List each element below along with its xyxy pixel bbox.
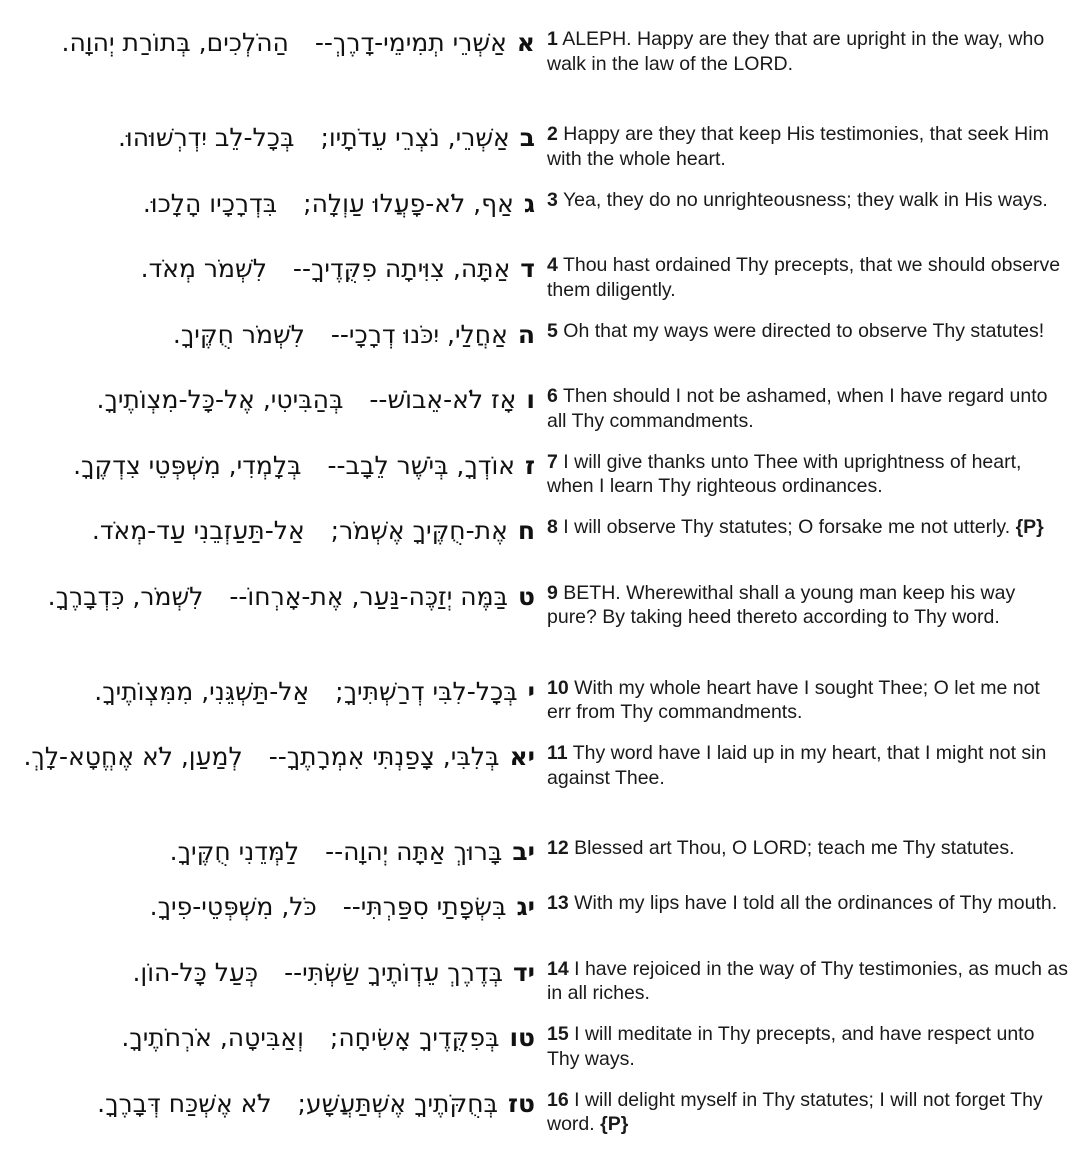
english-verse-cell	[543, 954, 1080, 1020]
english-verse-number: 13	[547, 892, 569, 914]
english-verse-cell	[543, 1019, 1080, 1085]
english-verse-text: Thy word have I laid up in my heart, that I might not sin against Thee.	[547, 742, 1046, 789]
hebrew-second-half: הַהֹלְכִים, בְּתוֹרַת יְהוָה.	[62, 28, 289, 57]
hebrew-second-half: אַל-תַּשְׁגֵּנִי, מִמִּצְוֺתֶיךָ.	[94, 677, 309, 706]
hebrew-second-half: כְּעַל כָּל-הוֹן.	[132, 958, 258, 987]
verse-row	[0, 316, 1080, 382]
english-verse-text: I will give thanks unto Thee with uprightness of heart, when I learn Thy righteous ordinances.	[547, 451, 1021, 498]
hebrew-first-half: בָּרוּךְ אַתָּה יְהוָה--	[325, 837, 502, 866]
verse-row	[0, 185, 1080, 251]
english-verse-number: 11	[547, 742, 568, 764]
hebrew-first-half: אוֹדְךָ, בְּיֹשֶׁר לֵבָב--	[328, 451, 515, 480]
hebrew-first-half: בְּפִקֻּדֶיךָ אָשִׂיחָה;	[330, 1023, 500, 1052]
english-verse-text: Then should I not be ashamed, when I have regard unto all Thy commandments.	[547, 385, 1048, 432]
hebrew-second-half: לְמַעַן, לֹא אֶחֱטָא-לָךְ.	[23, 742, 242, 771]
verse-row	[0, 673, 1080, 739]
hebrew-verse-cell	[0, 185, 543, 251]
hebrew-verse-number: ט	[518, 582, 535, 611]
english-verse-number: 5	[547, 320, 558, 342]
english-verse-number: 1	[547, 28, 558, 50]
hebrew-first-half: אַחֲלַי, יִכֹּנוּ דְרָכָי--	[331, 320, 508, 349]
english-verse-number: 12	[547, 837, 569, 859]
hebrew-first-half: אַשְׁרֵי, נֹצְרֵי עֵדֹתָיו;	[320, 123, 509, 152]
english-verse-text: Oh that my ways were directed to observe Thy statutes!	[563, 320, 1044, 342]
hebrew-verse-number: טז	[508, 1089, 535, 1118]
hebrew-verse-number: טו	[509, 1023, 535, 1052]
hebrew-verse-cell	[0, 24, 543, 119]
hebrew-verse-number: יא	[509, 742, 535, 771]
verse-row	[0, 381, 1080, 447]
hebrew-first-half: בְּלִבִּי, צָפַנְתִּי אִמְרָתֶךָ--	[269, 742, 500, 771]
english-verse-number: 9	[547, 582, 558, 604]
hebrew-first-half: בִּשְׂפָתַי סִפַּרְתִּי--	[343, 892, 507, 921]
paragraph-marker: {P}	[1016, 516, 1044, 538]
hebrew-verse-cell	[0, 578, 543, 673]
english-verse-text: Blessed art Thou, O LORD; teach me Thy statutes.	[574, 837, 1014, 859]
english-verse-text: I will delight myself in Thy statutes; I will not forget Thy word.	[547, 1089, 1043, 1136]
english-verse-number: 8	[547, 516, 558, 538]
hebrew-first-half: בְּחֻקֹּתֶיךָ אֶשְׁתַּעֲשָׁע;	[298, 1089, 498, 1118]
hebrew-second-half: בְּלָמְדִי, מִשְׁפְּטֵי צִדְקֶךָ.	[73, 451, 301, 480]
english-verse-cell	[543, 578, 1080, 673]
english-verse-cell	[543, 381, 1080, 447]
hebrew-first-half: אָז לֹא-אֵבוֹשׁ--	[369, 385, 516, 414]
hebrew-verse-cell	[0, 447, 543, 513]
english-verse-text: Happy are they that keep His testimonies, that seek Him with the whole heart.	[547, 123, 1049, 170]
english-verse-text: Yea, they do no unrighteousness; they walk in His ways.	[563, 189, 1048, 211]
english-verse-cell	[543, 673, 1080, 739]
hebrew-verse-cell	[0, 119, 543, 185]
verse-row	[0, 954, 1080, 1020]
hebrew-first-half: בְּדֶרֶךְ עֵדְוֺתֶיךָ שַׂשְׂתִּי--	[284, 958, 503, 987]
english-verse-text: Thou hast ordained Thy precepts, that we should observe them diligently.	[547, 254, 1060, 301]
hebrew-verse-cell	[0, 888, 543, 954]
hebrew-first-half: אַתָּה, צִוִּיתָה פִקֻּדֶיךָ--	[293, 254, 510, 283]
hebrew-second-half: לִשְׁמֹר מְאֹד.	[141, 254, 267, 283]
hebrew-verse-number: ג	[524, 189, 535, 218]
verse-row	[0, 1019, 1080, 1085]
verse-row	[0, 512, 1080, 578]
english-verse-cell	[543, 250, 1080, 316]
english-verse-number: 3	[547, 189, 558, 211]
hebrew-first-half: אַשְׁרֵי תְמִימֵי-דָרֶךְ--	[315, 28, 507, 57]
english-verse-number: 14	[547, 958, 569, 980]
english-verse-number: 6	[547, 385, 558, 407]
hebrew-verse-number: א	[517, 28, 535, 57]
hebrew-verse-cell	[0, 673, 543, 739]
english-verse-cell	[543, 1085, 1080, 1150]
verse-table-body	[0, 24, 1080, 1150]
english-verse-cell	[543, 447, 1080, 513]
english-verse-cell	[543, 185, 1080, 251]
verse-row	[0, 250, 1080, 316]
english-verse-text: I will meditate in Thy precepts, and have respect unto Thy ways.	[547, 1023, 1034, 1070]
english-verse-cell	[543, 888, 1080, 954]
english-verse-cell	[543, 738, 1080, 833]
english-verse-number: 16	[547, 1089, 569, 1111]
english-verse-text: With my lips have I told all the ordinances of Thy mouth.	[574, 892, 1057, 914]
verse-row	[0, 578, 1080, 673]
english-verse-number: 10	[547, 677, 569, 699]
hebrew-second-half: לִשְׁמֹר, כִּדְבָרֶךָ.	[48, 582, 204, 611]
english-verse-cell	[543, 833, 1080, 888]
hebrew-second-half: לִשְׁמֹר חֻקֶּיךָ.	[173, 320, 305, 349]
hebrew-verse-number: י	[528, 677, 535, 706]
english-verse-text: I will observe Thy statutes; O forsake me not utterly.	[563, 516, 1010, 538]
english-verse-number: 15	[547, 1023, 569, 1045]
english-verse-number: 4	[547, 254, 558, 276]
english-verse-text: ALEPH. Happy are they that are upright in the way, who walk in the law of the LORD.	[547, 28, 1044, 75]
verse-row	[0, 1085, 1080, 1150]
english-verse-cell	[543, 119, 1080, 185]
hebrew-second-half: בְּכָל-לֵב יִדְרְשׁוּהוּ.	[118, 123, 294, 152]
hebrew-verse-cell	[0, 381, 543, 447]
hebrew-verse-cell	[0, 1019, 543, 1085]
hebrew-first-half: אֶת-חֻקֶּיךָ אֶשְׁמֹר;	[331, 516, 508, 545]
hebrew-verse-number: ה	[518, 320, 535, 349]
hebrew-verse-number: ו	[526, 385, 535, 414]
hebrew-verse-number: יד	[513, 958, 535, 987]
hebrew-verse-cell	[0, 316, 543, 382]
verse-row	[0, 738, 1080, 833]
english-verse-text: With my whole heart have I sought Thee; O let me not err from Thy commandments.	[547, 677, 1040, 724]
hebrew-second-half: וְאַבִּיטָה, אֹרְחֹתֶיךָ.	[121, 1023, 304, 1052]
hebrew-first-half: בַּמֶּה יְזַכֶּה-נַּעַר, אֶת-אָרְחוֹ--	[229, 582, 508, 611]
hebrew-verse-number: ז	[525, 451, 535, 480]
hebrew-verse-number: יג	[516, 892, 535, 921]
english-verse-cell	[543, 316, 1080, 382]
verse-row	[0, 833, 1080, 888]
verse-row	[0, 119, 1080, 185]
hebrew-verse-number: ד	[520, 254, 535, 283]
english-verse-cell	[543, 24, 1080, 119]
verse-row	[0, 888, 1080, 954]
hebrew-first-half: אַף, לֹא-פָעֲלוּ עַוְלָה;	[303, 189, 514, 218]
english-verse-text: BETH. Wherewithal shall a young man keep his way pure? By taking heed thereto according to Thy word.	[547, 582, 1015, 629]
hebrew-verse-cell	[0, 1085, 543, 1150]
paragraph-marker: {P}	[600, 1113, 628, 1135]
hebrew-verse-cell	[0, 512, 543, 578]
english-verse-number: 7	[547, 451, 558, 473]
hebrew-second-half: בְּהַבִּיטִי, אֶל-כָּל-מִצְוֹתֶיךָ.	[96, 385, 343, 414]
hebrew-verse-cell	[0, 833, 543, 888]
hebrew-second-half: לַמְּדֵנִי חֻקֶּיךָ.	[170, 837, 299, 866]
hebrew-verse-number: ח	[518, 516, 535, 545]
english-verse-number: 2	[547, 123, 558, 145]
english-verse-cell	[543, 512, 1080, 578]
hebrew-verse-number: ב	[520, 123, 535, 152]
hebrew-second-half: אַל-תַּעַזְבֵנִי עַד-מְאֹד.	[92, 516, 305, 545]
hebrew-second-half: בִּדְרָכָיו הָלָכוּ.	[143, 189, 277, 218]
verse-table	[0, 24, 1080, 1150]
hebrew-verse-number: יב	[512, 837, 535, 866]
hebrew-verse-cell	[0, 250, 543, 316]
hebrew-first-half: בְּכָל-לִבִּי דְרַשְׁתִּיךָ;	[335, 677, 517, 706]
hebrew-verse-cell	[0, 738, 543, 833]
verse-row	[0, 24, 1080, 119]
hebrew-second-half: לֹא אֶשְׁכַּח דְּבָרֶךָ.	[97, 1089, 271, 1118]
hebrew-second-half: כֹּל, מִשְׁפְּטֵי-פִיךָ.	[150, 892, 317, 921]
hebrew-verse-cell	[0, 954, 543, 1020]
english-verse-text: I have rejoiced in the way of Thy testimonies, as much as in all riches.	[547, 958, 1068, 1005]
verse-row	[0, 447, 1080, 513]
